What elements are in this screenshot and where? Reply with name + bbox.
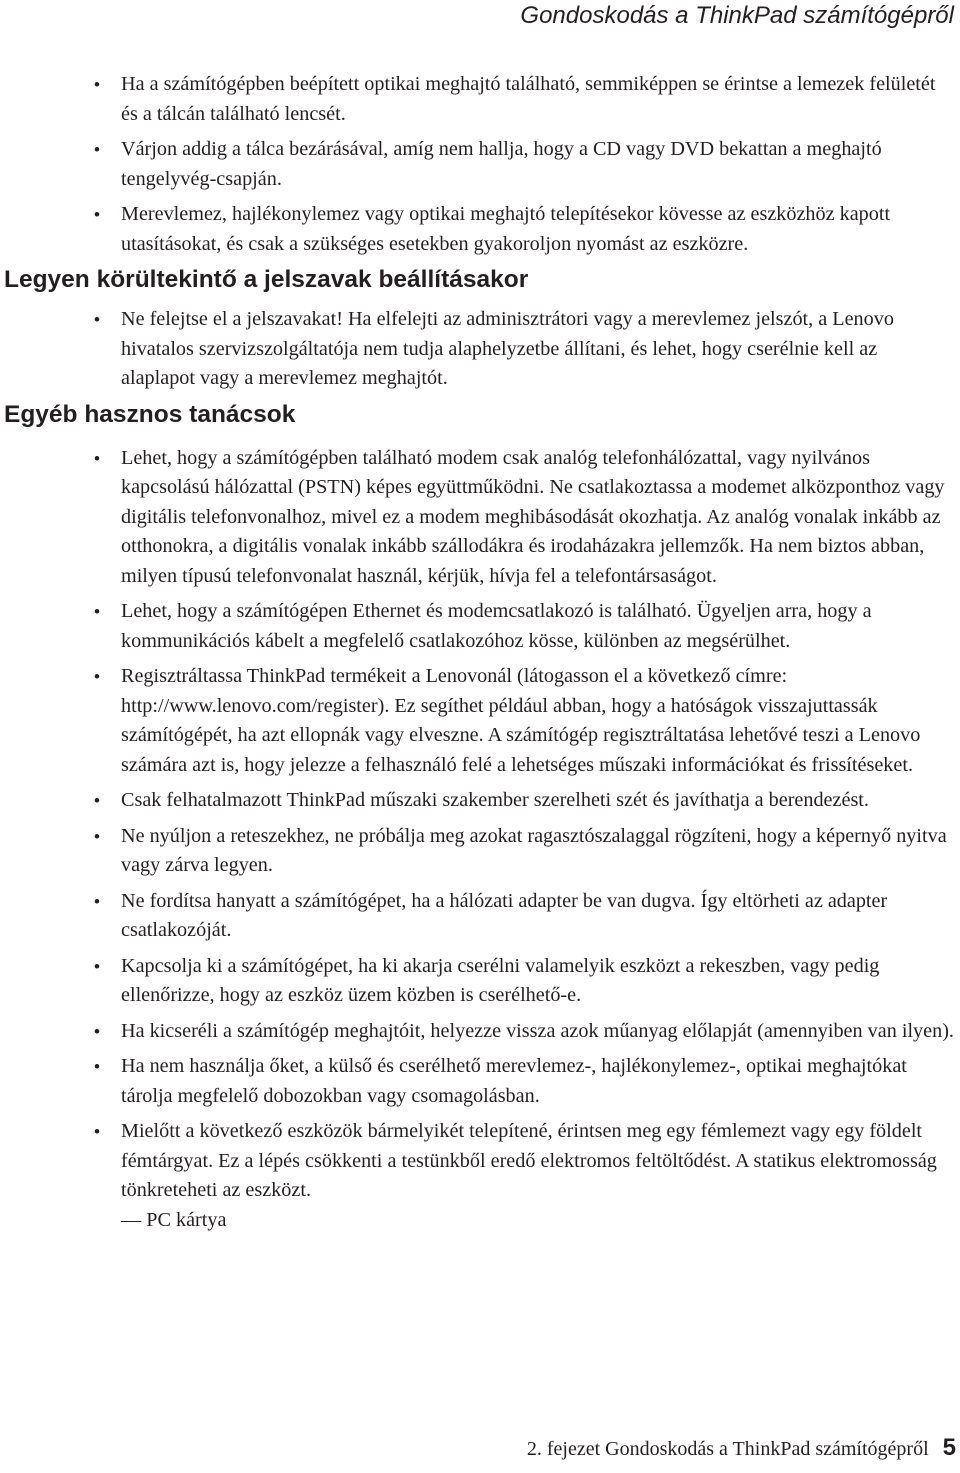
list-item-text: Mielőtt a következő eszközök bármelyikét telepítené, érintsen meg egy fémlemezt vagy egy földelt fémtárgyat. Ez a lépés csökkenti a testünkből eredő elektromos feltöltődést. A statikus elektromosság tönkreteheti az eszközt. [121,1120,937,1201]
list-item: • Ha a számítógépben beépített optikai meghajtó található, semmiképpen se érintse a lemezek felületét és a tálcán található lencsét. [0,70,960,129]
list-item-static-warning [0,1117,960,1235]
list-item: • Várjon addig a tálca bezárásával, amíg nem hallja, hogy a CD vagy DVD bekattan a meghajtó tengelyvég-csapján. [0,135,960,194]
top-bullet-list [0,70,960,259]
list-item: • Ha nem használja őket, a külső és cserélhető merevlemez-, hajlékonylemez-, optikai meghajtókat tárolja megfelelő dobozokban vagy csomagolásban. [0,1052,960,1111]
list-item: • Merevlemez, hajlékonylemez vagy optikai meghajtó telepítésekor kövesse az eszközhöz kapott utasításokat, és csak a szükséges esetekben gyakoroljon nyomást az eszközre. [0,200,960,259]
list-item: • Ne fordítsa hanyatt a számítógépet, ha a hálózati adapter be van dugva. Így eltörheti az adapter csatlakozóját. [0,887,960,946]
list-item: • Regisztráltassa ThinkPad termékeit a Lenovonál (látogasson el a következő címre: http://www.lenovo.com/register). Ez segíthet például abban, hogy a hatóságok visszajuttassák számítógépét, ha azt ellopnák vagy elveszne. A számítógép regisztráltatása lehetővé teszi a Lenovo számára azt is, hogy jelezze a felhasználó felé a lehetséges műszaki információkat és frissítéseket. [0,662,960,780]
page-number: 5 [942,1434,956,1461]
tips-heading: Egyéb hasznos tanácsok [4,400,296,428]
passwords-heading: Legyen körültekintő a jelszavak beállításakor [4,266,529,293]
list-item: • Lehet, hogy a számítógépen Ethernet és modemcsatlakozó is található. Ügyeljen arra, hogy a kommunikációs kábelt a megfelelő csatlakozóhoz kösse, különben az megsérülhet. [0,597,960,656]
list-item: • Ne nyúljon a reteszekhez, ne próbálja meg azokat ragasztószalaggal rögzíteni, hogy a képernyő nyitva vagy zárva legyen. [0,822,960,881]
list-item: • Ne felejtse el a jelszavakat! Ha elfelejti az adminisztrátori vagy a merevlemez jelszót, a Lenovo hivatalos szervizszolgáltatója nem tudja alaphelyzetbe állítani, és lehet, hogy cserélnie kell az alaplapot vagy a merevlemez meghajtót. [0,305,960,394]
sub-item-pc-card: — PC kártya [121,1208,227,1231]
list-item: • Kapcsolja ki a számítógépet, ha ki akarja cserélni valamelyik eszközt a rekeszben, vagy pedig ellenőrizze, hogy az eszköz üzem közben is cserélhető-e. [0,952,960,1011]
running-head-title: Gondoskodás a ThinkPad számítógépről [520,2,954,29]
passwords-bullet-list [0,305,960,394]
list-item: • Csak felhatalmazott ThinkPad műszaki szakember szerelheti szét és javíthatja a berendezést. [0,786,960,816]
page-content [0,70,960,1235]
tips-bullet-list [0,444,960,1236]
footer-chapter: 2. fejezet Gondoskodás a ThinkPad számítógépről [526,1438,929,1460]
list-item: • Ha kicseréli a számítógép meghajtóit, helyezze vissza azok műanyag előlapját (amennyiben van ilyen). [0,1017,960,1047]
page-footer [527,1434,956,1462]
list-item: • Lehet, hogy a számítógépben található modem csak analóg telefonhálózattal, vagy nyilvános kapcsolású hálózattal (PSTN) képes együttműködni. Ne csatlakoztassa a modemet alközponthoz vagy digitális telefonvonalhoz, mivel ez a modem meghibásodását okozhatja. Az analóg vonalak inkább az otthonokra, a digitális vonalak inkább szállodákra és irodaházakra jellemzők. Ha nem biztos abban, milyen típusú telefonvonalat használ, kérjük, hívja fel a telefontársaságot. [0,444,960,592]
